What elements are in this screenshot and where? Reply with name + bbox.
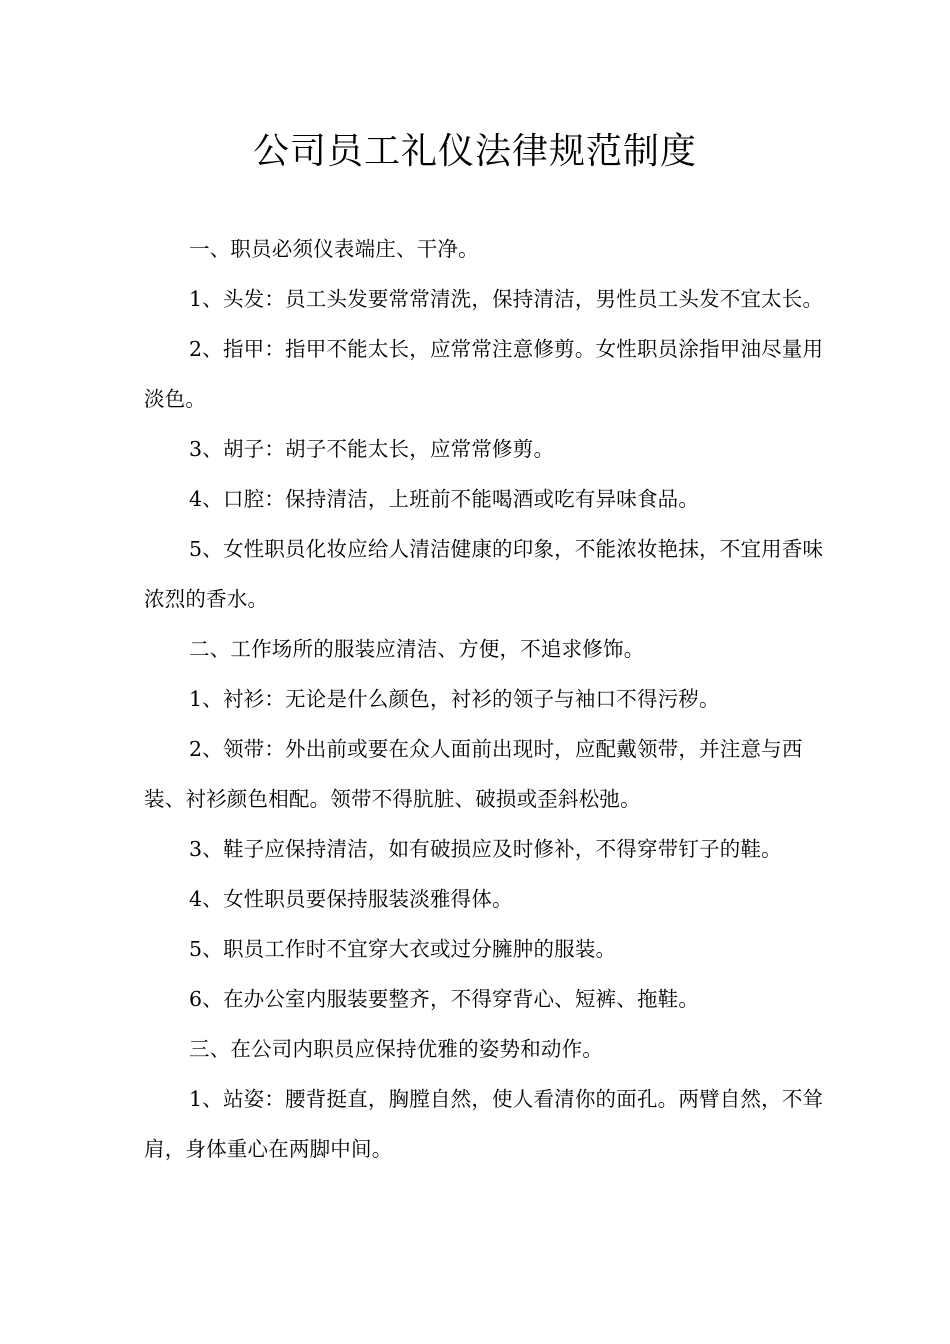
paragraph-nails: 2、指甲：指甲不能太长，应常常注意修剪。女性职员涂指甲油尽量用淡色。 bbox=[144, 337, 824, 411]
paragraph-office-attire: 6、在办公室内服装要整齐，不得穿背心、短裤、拖鞋。 bbox=[189, 987, 700, 1011]
paragraph-mouth: 4、口腔：保持清洁，上班前不能喝酒或吃有异味食品。 bbox=[189, 487, 700, 511]
document-body bbox=[144, 224, 824, 1174]
paragraph-standing: 1、站姿：腰背挺直，胸膛自然，使人看清你的面孔。两臂自然，不耸肩，身体重心在两脚中间。 bbox=[144, 1087, 824, 1161]
paragraph-shirt: 1、衬衫：无论是什么颜色，衬衫的领子与袖口不得污秽。 bbox=[189, 687, 720, 711]
paragraph-shoes: 3、鞋子应保持清洁，如有破损应及时修补，不得穿带钉子的鞋。 bbox=[189, 837, 782, 861]
section-heading-3: 三、在公司内职员应保持优雅的姿势和动作。 bbox=[189, 1037, 603, 1061]
document-title: 公司员工礼仪法律规范制度 bbox=[252, 131, 697, 172]
paragraph-makeup: 5、女性职员化妆应给人清洁健康的印象，不能浓妆艳抹，不宜用香味浓烈的香水。 bbox=[144, 537, 824, 611]
section-heading-2: 二、工作场所的服装应清洁、方便，不追求修饰。 bbox=[189, 637, 645, 661]
paragraph-hair: 1、头发：员工头发要常常清洗，保持清洁，男性员工头发不宜太长。 bbox=[189, 287, 824, 311]
paragraph-coat: 5、职员工作时不宜穿大衣或过分臃肿的服装。 bbox=[189, 937, 617, 961]
paragraph-beard: 3、胡子：胡子不能太长，应常常修剪。 bbox=[189, 437, 555, 461]
paragraph-tie: 2、领带：外出前或要在众人面前出现时，应配戴领带，并注意与西装、衬衫颜色相配。领带不得肮脏、破损或歪斜松弛。 bbox=[144, 737, 803, 811]
paragraph-female-attire: 4、女性职员要保持服装淡雅得体。 bbox=[189, 887, 513, 911]
section-heading-1: 一、职员必须仪表端庄、干净。 bbox=[189, 237, 479, 261]
